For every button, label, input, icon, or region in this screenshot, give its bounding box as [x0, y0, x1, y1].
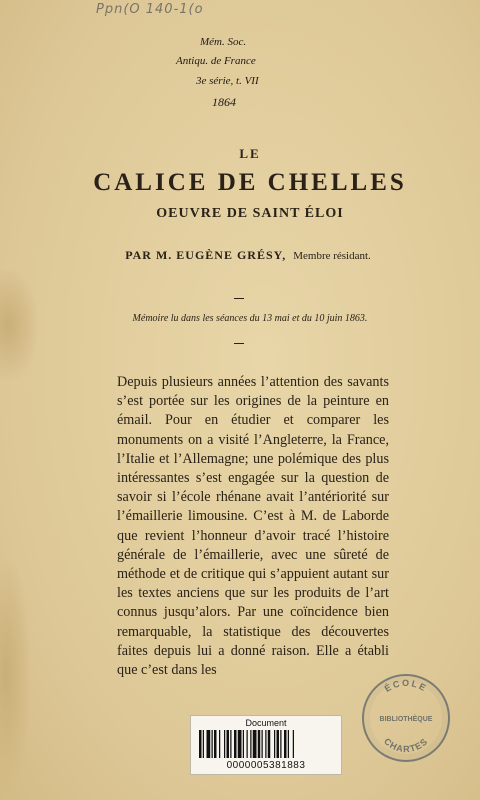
author-role: Membre résidant. — [293, 250, 371, 262]
svg-text:ÉCOLE — [383, 678, 429, 694]
body-paragraph: Depuis plusieurs années l’attention des savants s’est portée sur les origines de la peinture en émail. Pour en étudier et comparer les monuments on a visité l’Angleterre, la France, l’Italie et l’Allemagne; une polémique des plus intéressantes s’est engagée sur la question de savoir si l’école rhénane avait l’antériorité sur l’émaillerie limousine. C’est à M. de Laborde que revient l’honneur d’avoir tracé l’histoire générale de l’émaillerie, avec une sûreté de méthode et de critique qui s’appuient autant sur les textes anciens que sur les produits de l’art connus jusqu’alors. Par une coïncidence bien remarquable, la statistique des découvertes faites depuis lui a donné raison. Elle a établi que c’est dans les — [117, 374, 389, 679]
library-stamp — [362, 674, 450, 762]
stamp-icon — [364, 676, 448, 760]
paper-stain — [0, 270, 38, 380]
title-article: LE — [239, 146, 261, 161]
page-title: CALICE DE CHELLES — [93, 169, 407, 196]
handwritten-line: 3e série, t. VII — [196, 75, 259, 87]
barcode-title: Document — [245, 718, 287, 728]
stamp-text-bottom: CHARTES — [382, 736, 430, 755]
stamp-text-top: ÉCOLE — [382, 677, 430, 694]
author-line — [0, 248, 480, 263]
shelfmark-note: Ppn(O 140-1(o — [96, 2, 204, 17]
stamp-text-middle: BIBLIOTHÈQUE — [379, 716, 433, 723]
page-subtitle: OEUVRE DE SAINT ÉLOI — [156, 206, 344, 221]
divider — [234, 343, 244, 344]
memoire-note: Mémoire lu dans les séances du 13 mai et du 10 juin 1863. — [132, 313, 368, 324]
divider — [234, 298, 244, 299]
svg-text:CHARTES — [382, 736, 430, 754]
barcode-label — [190, 715, 342, 775]
handwritten-year: 1864 — [212, 95, 236, 109]
handwritten-line: Antiqu. de France — [176, 55, 256, 67]
paper-stain — [0, 560, 30, 790]
author-name: PAR M. EUGÈNE GRÉSY, — [125, 248, 287, 262]
handwritten-line: Mém. Soc. — [200, 36, 247, 48]
barcode-number: 0000005381883 — [226, 760, 306, 771]
barcode-icon — [199, 730, 333, 758]
